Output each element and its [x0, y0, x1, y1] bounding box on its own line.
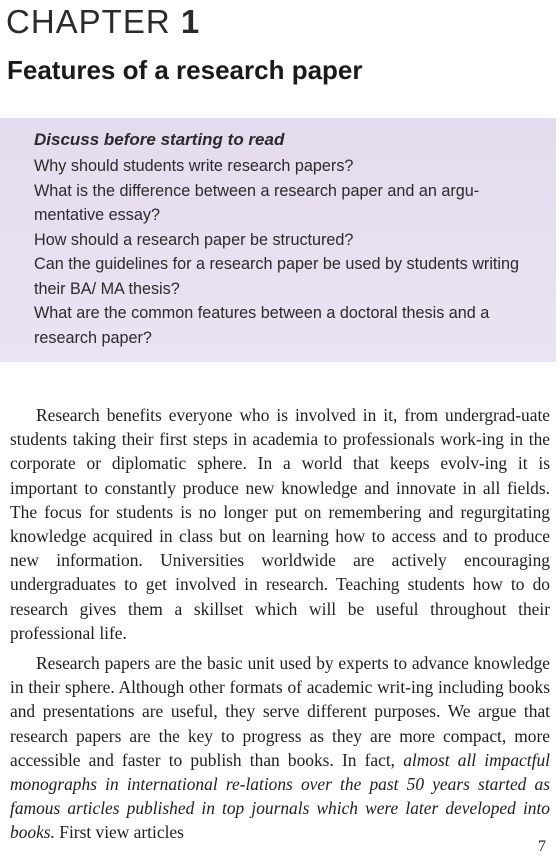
paragraph-1 — [10, 403, 550, 645]
paragraph-2-start: Research papers are the basic unit used by experts to advance knowledge in their sphere. Although other formats of academic writ-ing including books and presentations are useful, they serve different purposes. We argue that research papers are the key to progress as they are more compact, more accessible and faster to publish than books. In fact, — [10, 653, 550, 770]
paragraph-1-text: Research benefits everyone who is involved in it, from undergrad-uate students taking their first steps in academia to professionals work-ing in the corporate or diplomatic sphere. In a world that keeps evolv-ing it is important to constantly produce new knowledge and innovate in all fields. The focus for students is no longer put on remembering and regurgitating knowledge acquired in class but on learning how to access and to produce new information. Universities worldwide are actively encouraging undergraduates to get involved in research. Teaching students how to do research gives them a skillset which will be useful throughout their professional life. — [10, 405, 550, 643]
chapter-label — [6, 2, 200, 42]
discuss-heading: Discuss before starting to read — [34, 130, 285, 149]
chapter-number: 1 — [180, 3, 201, 40]
discuss-question: Why should students write research papers? — [34, 157, 354, 175]
discuss-question: Can the guidelines for a research paper be used by students writing their BA/ MA thesis? — [34, 255, 520, 298]
chapter-title: Features of a research paper — [7, 55, 363, 85]
paragraph-2 — [10, 651, 550, 845]
chapter-word: CHAPTER — [6, 3, 171, 40]
discuss-question: What are the common features between a doctoral thesis and a research paper? — [34, 304, 490, 347]
discuss-question: What is the difference between a research paper and an argu-mentative essay? — [34, 181, 480, 224]
paragraph-2-end: First view articles — [59, 822, 184, 843]
discuss-box — [0, 118, 556, 362]
paragraph-2-italic: almost all impactful monographs in international re-lations over the past 50 years started as famous articles published in top journals which were later developed into books. — [10, 749, 550, 843]
page-number: 7 — [538, 838, 546, 855]
paragraph-2-text — [10, 651, 550, 845]
discuss-question: How should a research paper be structured? — [34, 230, 354, 249]
